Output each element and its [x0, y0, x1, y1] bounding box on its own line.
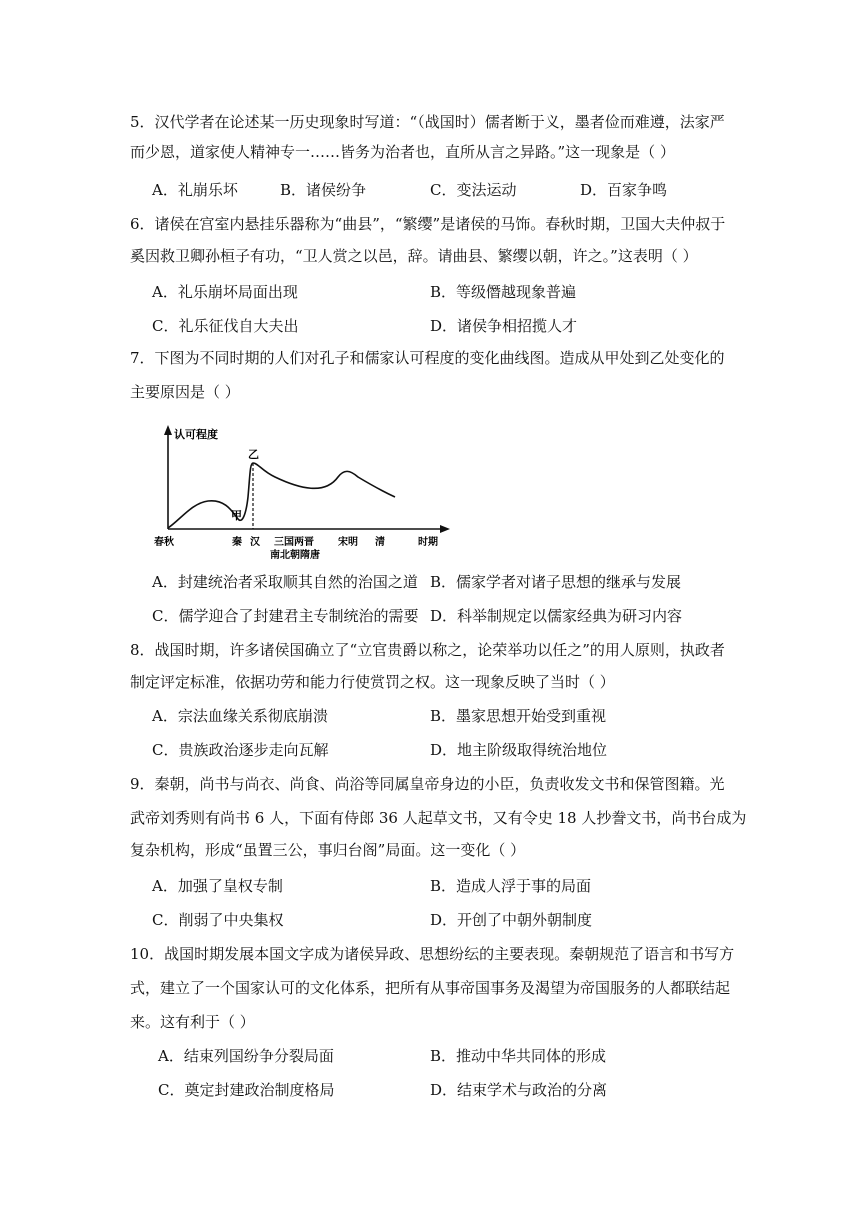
q5-stem-line1: 5．汉代学者在论述某一历史现象时写道：“（战国时）儒者断于义，墨者俭而难遵，法家严	[130, 113, 725, 131]
q9-stem-line1: 9．秦朝，尚书与尚衣、尚食、尚浴等同属皇帝身边的小臣，负责收发文书和保管图籍。光	[130, 775, 725, 793]
q8-stem-line2: 制定评定标准，依据功劳和能力行使赏罚之权。这一现象反映了当时（ ）	[130, 673, 615, 691]
q10-option-b: B．推动中华共同体的形成	[430, 1047, 607, 1065]
x-tick-label: 三国两晋	[274, 537, 314, 548]
q6-option-c: C．礼乐征伐自大夫出	[152, 317, 299, 335]
q7-chart	[150, 425, 450, 565]
q10-option-d: D．结束学术与政治的分离	[430, 1081, 608, 1099]
q6-option-b: B．等级僭越现象普遍	[430, 283, 577, 301]
x-axis-label: 时期	[418, 537, 438, 548]
x-tick-label: 南北朝隋唐	[270, 550, 320, 561]
x-tick-label: 秦	[232, 537, 242, 548]
q5-option-a: A．礼崩乐坏	[152, 181, 238, 199]
q8-option-d: D．地主阶级取得统治地位	[430, 741, 608, 759]
annotation-yi: 乙	[248, 448, 259, 461]
annotation-jia: 甲	[231, 509, 242, 522]
q10-stem-line3: 来。这有利于（ ）	[130, 1013, 255, 1031]
q9-option-c: C．削弱了中央集权	[152, 911, 284, 929]
q10-option-a: A．结束列国纷争分裂局面	[158, 1047, 334, 1065]
x-tick-label: 汉	[250, 537, 260, 548]
q5-option-b: B．诸侯纷争	[280, 181, 367, 199]
q5-option-d: D．百家争鸣	[580, 181, 668, 199]
q10-stem-line1: 10．战国时期发展本国文字成为诸侯异政、思想纷纭的主要表现。秦朝规范了语言和书写方	[130, 945, 735, 963]
q6-stem-line1: 6．诸侯在宫室内悬挂乐器称为“曲县”，“繁缨”是诸侯的马饰。春秋时期，卫国大夫仲叔于	[130, 215, 726, 233]
q7-stem-line1: 7．下图为不同时期的人们对孔子和儒家认可程度的变化曲线图。造成从甲处到乙处变化的	[130, 349, 725, 367]
q6-stem-line2: 奚因救卫卿孙桓子有功，“卫人赏之以邑，辞。请曲县、繁缨以朝，许之。”这表明（ ）	[130, 247, 698, 265]
q6-option-d: D．诸侯争相招揽人才	[430, 317, 578, 335]
q9-option-a: A．加强了皇权专制	[152, 877, 283, 895]
q8-stem-line1: 8．战国时期，许多诸侯国确立了“立官贵爵以称之，论荣举功以任之”的用人原则，执政者	[130, 641, 725, 659]
y-axis-arrow	[164, 425, 172, 435]
q5-stem-line2: 而少恩，道家使人精神专一……皆务为治者也，直所从言之异路。”这一现象是（ ）	[130, 143, 675, 161]
q7-option-b: B．儒家学者对诸子思想的继承与发展	[430, 573, 682, 591]
q8-option-a: A．宗法血缘关系彻底崩溃	[152, 707, 328, 725]
x-tick-label: 清	[375, 537, 385, 548]
q10-option-c: C．奠定封建政治制度格局	[158, 1081, 335, 1099]
q9-option-b: B．造成人浮于事的局面	[430, 877, 592, 895]
x-axis-arrow	[440, 525, 450, 533]
q5-option-c: C．变法运动	[430, 181, 517, 199]
chart-axes	[164, 425, 450, 533]
q9-stem-line2: 武帝刘秀则有尚书 6 人，下面有侍郎 36 人起草文书，又有令史 18 人抄誊文书，尚书台成为	[130, 809, 747, 827]
q9-stem-line3: 复杂机构，形成“虽置三公，事归台阁”局面。这一变化（ ）	[130, 841, 526, 859]
x-tick-labels	[154, 535, 385, 561]
x-tick-label: 春秋	[154, 537, 174, 548]
x-tick-label: 宋明	[338, 537, 358, 548]
q9-option-d: D．开创了中朝外朝制度	[430, 911, 593, 929]
q8-option-c: C．贵族政治逐步走向瓦解	[152, 741, 329, 759]
q10-stem-line2: 式，建立了一个国家认可的文化体系，把所有从事帝国事务及渴望为帝国服务的人都联结起	[130, 979, 731, 997]
series-line	[168, 463, 395, 528]
q7-option-c: C．儒学迎合了封建君主专制统治的需要	[152, 607, 419, 625]
q7-option-a: A．封建统治者采取顺其自然的治国之道	[152, 573, 418, 591]
q7-option-d: D．科举制规定以儒家经典为研习内容	[430, 607, 683, 625]
q7-stem-line2: 主要原因是（ ）	[130, 383, 240, 401]
q8-option-b: B．墨家思想开始受到重视	[430, 707, 607, 725]
q6-option-a: A．礼乐崩坏局面出现	[152, 283, 298, 301]
y-axis-label: 认可程度	[174, 428, 218, 441]
